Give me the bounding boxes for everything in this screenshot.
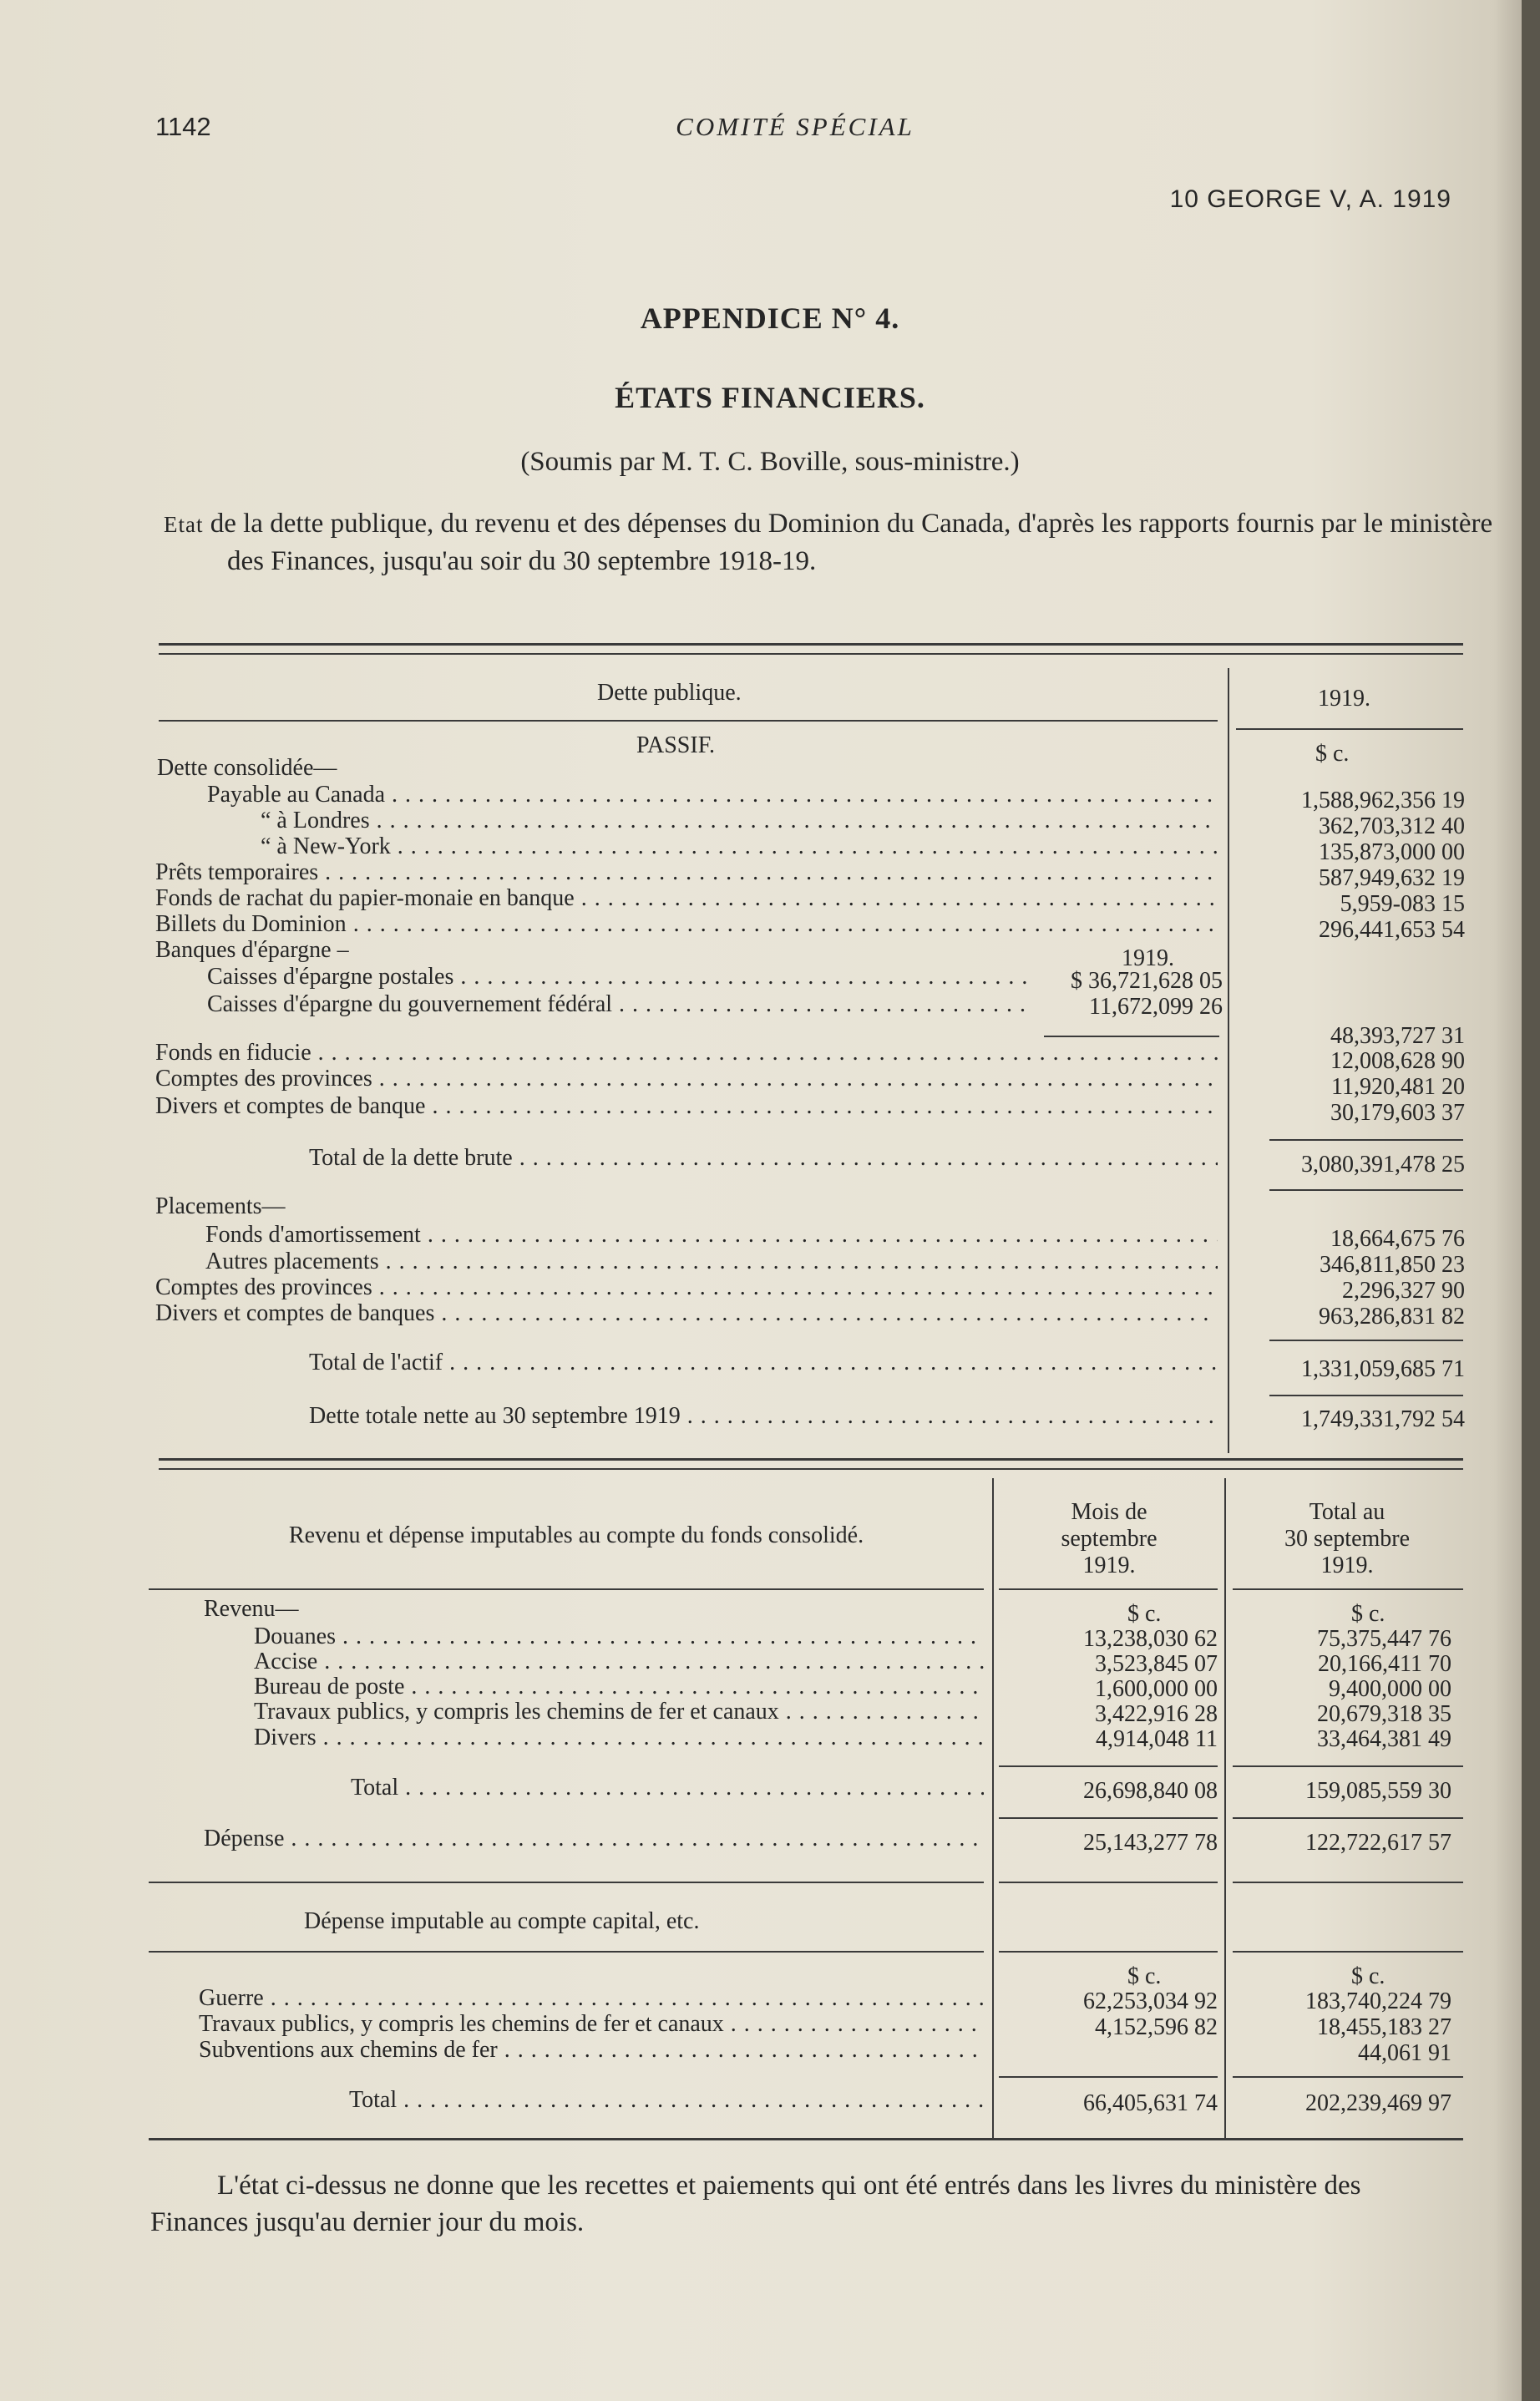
placement-row-label: Divers et comptes de banques . . . <box>155 1301 1218 1326</box>
capital-total-rule-2 <box>1233 2076 1463 2078</box>
debt-row-value: 296,441,653 54 <box>1319 917 1465 943</box>
revenue-label: Revenu— <box>204 1596 299 1622</box>
capital-section-rule-2 <box>999 1882 1218 1883</box>
debt-row-value: 12,008,628 90 <box>1330 1048 1465 1074</box>
capital-row-total: 44,061 91 <box>1358 2040 1451 2066</box>
debt-row-label: Comptes des provinces . . . <box>155 1066 1218 1092</box>
revenue-col-divider-1 <box>992 1478 994 2138</box>
consolidated-debt-label: Dette consolidée— <box>157 755 337 781</box>
expense-rule <box>999 1817 1218 1819</box>
revenue-row-label: Travaux publics, y compris les chemins de fer et canaux . . . <box>254 1699 984 1725</box>
book-spine-edge <box>1522 0 1540 2401</box>
capital-month-units: $ c. <box>1127 1963 1162 1989</box>
debt-row-value: 11,920,481 20 <box>1331 1074 1465 1100</box>
running-title: COMITÉ SPÉCIAL <box>676 112 914 141</box>
gross-total-rule <box>1269 1139 1463 1141</box>
net-debt-label: Dette totale nette au 30 septembre 1919 . . . <box>309 1404 1218 1429</box>
month-col-header: Mois de septembre 1919. <box>1061 1499 1158 1578</box>
revenue-row-total: 9,400,000 00 <box>1329 1676 1451 1702</box>
session-reference: 10 GEORGE V, A. 1919 <box>1169 185 1451 213</box>
table-bottom-rule <box>149 2138 1463 2140</box>
table-top-rule-2 <box>159 653 1463 655</box>
total-units: $ c. <box>1351 1601 1385 1627</box>
intro-text: de la dette publique, du revenu et des dépenses du Dominion du Canada, d'après les rapports fournis par le ministère des Finances, jusqu'au soir du 30 septembre 1918-19. <box>203 509 1493 576</box>
revenue-header-rule-3 <box>1233 1588 1463 1590</box>
expense-label: Dépense . . . <box>204 1826 984 1851</box>
savings-row-label: Caisses d'épargne du gouvernement fédéral . . . <box>207 992 1030 1017</box>
capital-header-rule <box>149 1951 984 1953</box>
revenue-row-label: Accise . . . <box>254 1649 984 1674</box>
debt-row-label: “ à Londres . . . <box>261 808 1218 833</box>
revenue-row-month: 3,422,916 28 <box>1095 1701 1218 1727</box>
revenue-header-rule <box>149 1588 984 1590</box>
revenue-col-divider-2 <box>1224 1478 1226 2138</box>
placements-label: Placements— <box>155 1193 286 1219</box>
revenue-total-rule-2 <box>1233 1765 1463 1767</box>
assets-total-value: 1,331,059,685 71 <box>1301 1356 1465 1382</box>
savings-row-value: 11,672,099 26 <box>1089 994 1223 1020</box>
capital-header: Dépense imputable au compte capital, etc. <box>304 1908 700 1934</box>
revenue-header-rule-2 <box>999 1588 1218 1590</box>
section-passif: PASSIF. <box>636 732 716 758</box>
assets-total-rule <box>1269 1340 1463 1341</box>
gross-total-rule-2 <box>1269 1189 1463 1191</box>
revenue-total-rule <box>999 1765 1218 1767</box>
debt-column-header: Dette publique. <box>597 680 742 706</box>
year-column-header: 1919. <box>1318 686 1370 712</box>
assets-total-label: Total de l'actif . . . <box>309 1350 1218 1375</box>
debt-row-label: Payable au Canada . . . <box>207 783 1218 808</box>
debt-row-label: Divers et comptes de banque . . . <box>155 1094 1218 1119</box>
revenue-row-total: 75,375,447 76 <box>1317 1626 1451 1652</box>
revenue-row-month: 3,523,845 07 <box>1095 1651 1218 1677</box>
expense-rule-2 <box>1233 1817 1463 1819</box>
page-number: 1142 <box>155 112 211 141</box>
placement-row-label: Autres placements . . . <box>205 1249 1218 1274</box>
net-debt-value: 1,749,331,792 54 <box>1301 1406 1465 1432</box>
intro-small-caps: Etat <box>164 512 204 537</box>
gross-total-value: 3,080,391,478 25 <box>1301 1152 1465 1178</box>
revenue-row-month: 1,600,000 00 <box>1095 1676 1218 1702</box>
capital-row-label: Guerre . . . <box>199 1986 984 2011</box>
revenue-row-label: Bureau de poste . . . <box>254 1674 984 1699</box>
placement-row-label: Fonds d'amortissement . . . <box>205 1223 1218 1248</box>
footer-note: L'état ci-dessus ne donne que les recettes et paiements qui ont été entrés dans les livres du ministère des Finances jusqu'au dernier jour du mois. <box>150 2171 1361 2237</box>
year-header-rule <box>1236 728 1463 730</box>
debt-row-label: Prêts temporaires . . . <box>155 860 1218 885</box>
placement-row-value: 2,296,327 90 <box>1342 1278 1465 1304</box>
capital-header-rule-3 <box>1233 1951 1463 1953</box>
debt-row-value: 362,703,312 40 <box>1319 813 1465 839</box>
revenue-total-label: Total . . . <box>351 1775 984 1801</box>
main-title: ÉTATS FINANCIERS. <box>615 381 925 414</box>
debt-row-label: “ à New-York . . . <box>261 834 1218 859</box>
total-col-header: Total au 30 septembre 1919. <box>1284 1499 1411 1578</box>
debt-row-value: 587,949,632 19 <box>1319 865 1465 891</box>
capital-total-label: Total . . . <box>349 2088 984 2113</box>
revenue-desc-header: Revenu et dépense imputables au compte du fonds consolidé. <box>288 1522 864 1548</box>
revenue-total-month: 26,698,840 08 <box>1083 1778 1218 1804</box>
expense-total: 122,722,617 57 <box>1305 1830 1451 1856</box>
capital-total-month: 66,405,631 74 <box>1083 2090 1218 2116</box>
savings-total-value: 48,393,727 31 <box>1330 1023 1465 1049</box>
savings-row-value: $ 36,721,628 05 <box>1071 968 1223 994</box>
submitted-by: (Soumis par M. T. C. Boville, sous-ministre.) <box>520 447 1020 477</box>
placement-row-label: Comptes des provinces . . . <box>155 1275 1218 1300</box>
debt-row-value: 1,588,962,356 19 <box>1301 788 1465 813</box>
debt-row-value: 30,179,603 37 <box>1330 1100 1465 1126</box>
intro-paragraph <box>164 505 1530 580</box>
debt-row-value: 135,873,000 00 <box>1319 839 1465 865</box>
savings-year: 1919. <box>1122 945 1174 971</box>
revenue-row-label: Douanes . . . <box>254 1624 984 1649</box>
capital-row-label: Travaux publics, y compris les chemins de fer et canaux . . . <box>199 2012 984 2037</box>
placement-row-value: 346,811,850 23 <box>1320 1252 1465 1278</box>
capital-total-rule <box>999 2076 1218 2078</box>
placement-row-value: 18,664,675 76 <box>1330 1226 1465 1252</box>
capital-total-units: $ c. <box>1351 1963 1385 1989</box>
appendix-title: APPENDICE N° 4. <box>640 301 900 335</box>
revenue-row-total: 33,464,381 49 <box>1317 1726 1451 1752</box>
capital-row-label: Subventions aux chemins de fer . . . <box>199 2038 984 2063</box>
revenue-row-total: 20,679,318 35 <box>1317 1701 1451 1727</box>
capital-section-rule <box>149 1882 984 1883</box>
revenue-row-month: 4,914,048 11 <box>1096 1726 1218 1752</box>
savings-banks-label: Banques d'épargne – <box>155 937 349 963</box>
savings-row-label: Caisses d'épargne postales . . . <box>207 965 1030 990</box>
placement-row-value: 963,286,831 82 <box>1319 1304 1465 1330</box>
revenue-row-month: 13,238,030 62 <box>1083 1626 1218 1652</box>
month-units: $ c. <box>1127 1601 1162 1627</box>
debt-row-value: 5,959-083 15 <box>1340 891 1465 917</box>
capital-row-month: 4,152,596 82 <box>1095 2014 1218 2040</box>
debt-row-label: Fonds de rachat du papier-monaie en banque . . . <box>155 886 1218 911</box>
capital-header-rule-2 <box>999 1951 1218 1953</box>
savings-subtotal-rule <box>1044 1036 1219 1037</box>
capital-total-total: 202,239,469 97 <box>1305 2090 1451 2116</box>
gross-total-label: Total de la dette brute . . . <box>309 1146 1218 1171</box>
revenue-row-total: 20,166,411 70 <box>1318 1651 1451 1677</box>
revenue-row-label: Divers . . . <box>254 1725 984 1750</box>
header-rule <box>159 720 1218 722</box>
capital-row-total: 18,455,183 27 <box>1317 2014 1451 2040</box>
debt-row-label: Fonds en fiducie . . . <box>155 1041 1218 1066</box>
units-label: $ c. <box>1315 741 1350 767</box>
capital-row-total: 183,740,224 79 <box>1305 1988 1451 2014</box>
table-top-rule <box>159 643 1463 646</box>
capital-section-rule-3 <box>1233 1882 1463 1883</box>
capital-row-month: 62,253,034 92 <box>1083 1988 1218 2014</box>
table-separator-rule-2 <box>159 1468 1463 1470</box>
expense-month: 25,143,277 78 <box>1083 1830 1218 1856</box>
debt-column-divider <box>1228 668 1229 1453</box>
net-debt-rule <box>1269 1395 1463 1396</box>
revenue-total-total: 159,085,559 30 <box>1305 1778 1451 1804</box>
table-separator-rule <box>159 1458 1463 1461</box>
debt-row-label: Billets du Dominion . . . <box>155 912 1218 937</box>
